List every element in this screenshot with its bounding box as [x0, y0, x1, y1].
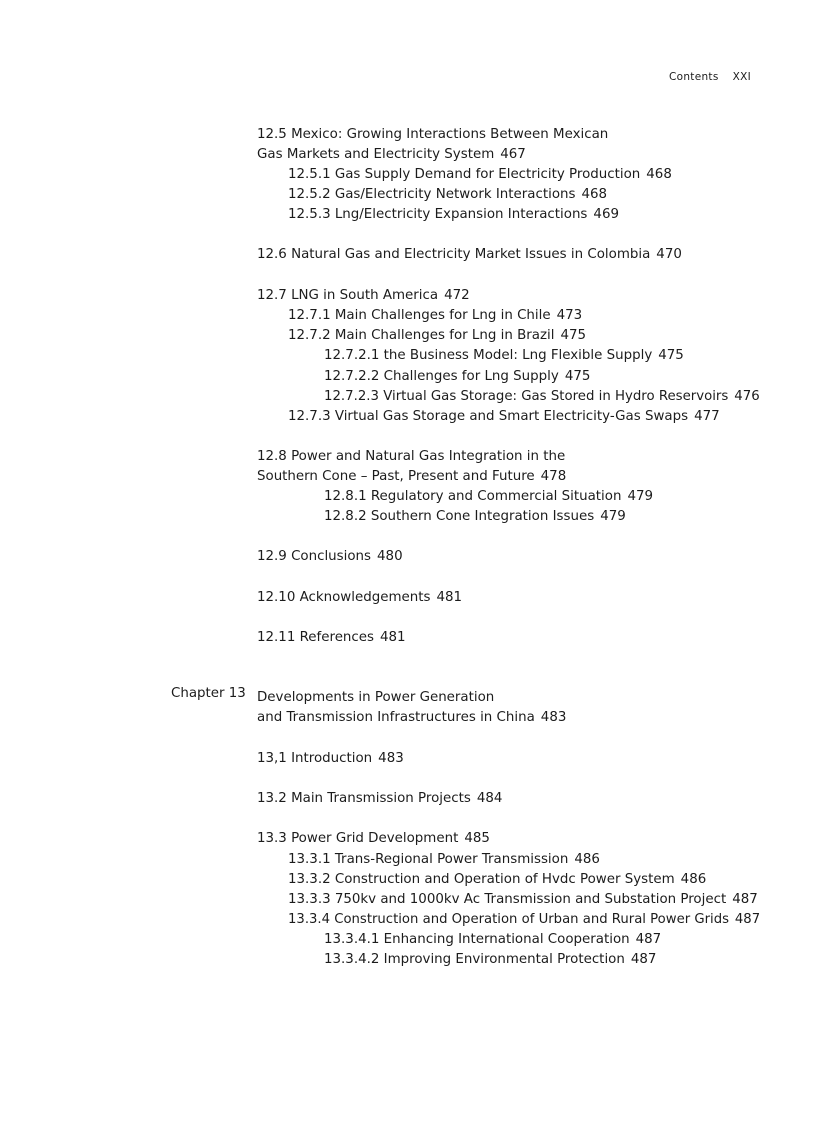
toc-entry — [288, 852, 600, 868]
toc-entry-page: 479 — [627, 489, 654, 504]
toc-entry — [257, 147, 526, 163]
toc-entry — [288, 328, 586, 344]
toc-entry — [324, 348, 684, 364]
toc-entry — [257, 831, 490, 847]
toc-entry — [257, 791, 502, 807]
toc-entry-title: 12.5.2 Gas/Electricity Network Interactions — [288, 187, 576, 202]
toc-entry-page: 480 — [377, 549, 403, 564]
toc-entry-title: 13.3.4.1 Enhancing International Cooperation — [324, 932, 630, 947]
toc-entry-page: 479 — [600, 509, 626, 524]
toc-entry-page: 487 — [635, 932, 662, 947]
toc-entry-page: 478 — [540, 469, 567, 484]
toc-entry-title: Developments in Power Generation — [257, 690, 495, 705]
toc-entry-page: 486 — [680, 872, 707, 887]
toc-entry-page: 477 — [694, 409, 720, 424]
chapter-title — [257, 690, 500, 706]
toc-entry-title: 13.3.1 Trans-Regional Power Transmission — [288, 852, 569, 867]
toc-entry — [324, 952, 656, 968]
toc-entry-title: Gas Markets and Electricity System — [257, 147, 495, 162]
toc-entry-page: 467 — [500, 147, 526, 162]
toc-entry-page: 484 — [476, 791, 503, 806]
toc-entry — [257, 127, 614, 143]
toc-entry — [288, 207, 619, 223]
toc-entry-page: 487 — [732, 892, 758, 907]
toc-entry — [257, 449, 571, 465]
toc-entry-page: 476 — [734, 389, 760, 404]
toc-entry — [324, 489, 653, 505]
toc-entry — [288, 409, 720, 425]
toc-entry-title: 12.5 Mexico: Growing Interactions Between Mexican — [257, 127, 609, 142]
toc-entry — [288, 308, 582, 324]
toc-entry — [288, 892, 758, 908]
toc-entry-title: and Transmission Infrastructures in China — [257, 710, 535, 725]
toc-entry-title: 12.7.2.2 Challenges for Lng Supply — [324, 369, 559, 384]
toc-entry-page: 468 — [581, 187, 608, 202]
toc-entry-page: 475 — [564, 369, 591, 384]
toc-entry-title: 12.7.1 Main Challenges for Lng in Chile — [288, 308, 551, 323]
toc-entry — [324, 509, 626, 525]
toc-entry — [257, 590, 462, 606]
toc-entry-page: 485 — [464, 831, 490, 846]
toc-entry-page: 470 — [656, 247, 682, 262]
toc-entry — [288, 872, 706, 888]
running-header-section: Contents — [668, 71, 719, 83]
toc-entry-title: 12.7.2 Main Challenges for Lng in Brazil — [288, 328, 555, 343]
toc-entry — [257, 247, 682, 263]
toc-entry-title: 12.7.2.3 Virtual Gas Storage: Gas Stored in Hydro Reservoirs — [324, 389, 729, 404]
toc-entry-title: 12.6 Natural Gas and Electricity Market Issues in Colombia — [257, 247, 651, 262]
toc-entry-page: 469 — [593, 207, 619, 222]
toc-entry — [288, 167, 672, 183]
running-header-page-number: XXI — [732, 71, 751, 83]
toc-entry-title: 12.8 Power and Natural Gas Integration in the — [257, 449, 566, 464]
toc-entry — [257, 288, 470, 304]
toc-entry-page: 473 — [556, 308, 583, 323]
toc-entry-title: 13.3 Power Grid Development — [257, 831, 459, 846]
toc-entry-title: 12.8.2 Southern Cone Integration Issues — [324, 509, 595, 524]
toc-entry-title: 13.3.3 750kv and 1000kv Ac Transmission and Substation Project — [288, 892, 727, 907]
toc-entry-title: Southern Cone – Past, Present and Future — [257, 469, 535, 484]
toc-entry-title: 12.5.3 Lng/Electricity Expansion Interactions — [288, 207, 588, 222]
toc-entry-page: 483 — [378, 751, 404, 766]
toc-entry-page: 475 — [560, 328, 587, 343]
toc-entry-title: 13.3.2 Construction and Operation of Hvdc Power System — [288, 872, 675, 887]
toc-entry-title: 12.9 Conclusions — [257, 549, 372, 564]
toc-entry — [257, 469, 566, 485]
toc-entry-page: 487 — [630, 952, 657, 967]
toc-entry — [257, 549, 403, 565]
toc-entry-title: 12.7.3 Virtual Gas Storage and Smart Electricity-Gas Swaps — [288, 409, 689, 424]
toc-entry-title: 13,1 Introduction — [257, 751, 373, 766]
toc-entry — [257, 630, 406, 646]
toc-entry-title: 13.3.4.2 Improving Environmental Protection — [324, 952, 625, 967]
toc-entry-title: 12.8.1 Regulatory and Commercial Situation — [324, 489, 622, 504]
toc-entry-page: 481 — [436, 590, 463, 605]
toc-entry-page: 486 — [574, 852, 600, 867]
toc-entry — [257, 751, 404, 767]
toc-entry-title: 12.5.1 Gas Supply Demand for Electricity Production — [288, 167, 641, 182]
toc-entry-title: 12.11 References — [257, 630, 374, 645]
toc-entry-title: 13.2 Main Transmission Projects — [257, 791, 471, 806]
chapter-title — [257, 710, 566, 726]
toc-entry-title: 12.10 Acknowledgements — [257, 590, 431, 605]
toc-entry — [288, 912, 760, 928]
toc-entry — [324, 389, 760, 405]
chapter-label: Chapter 13 — [171, 686, 246, 701]
toc-entry-title: 12.7 LNG in South America — [257, 288, 439, 303]
toc-entry-page: 487 — [734, 912, 761, 927]
toc-entry — [324, 369, 590, 385]
toc-entry-page: 481 — [380, 630, 406, 645]
toc-entry — [324, 932, 661, 948]
toc-entry-title: 12.7.2.1 the Business Model: Lng Flexible Supply — [324, 348, 653, 363]
toc-entry-page: 475 — [658, 348, 684, 363]
toc-entry — [288, 187, 607, 203]
toc-entry-page: 468 — [646, 167, 672, 182]
toc-entry-page: 483 — [540, 710, 567, 725]
toc-entry-title: 13.3.4 Construction and Operation of Urban and Rural Power Grids — [288, 912, 729, 927]
toc-entry-page: 472 — [444, 288, 470, 303]
